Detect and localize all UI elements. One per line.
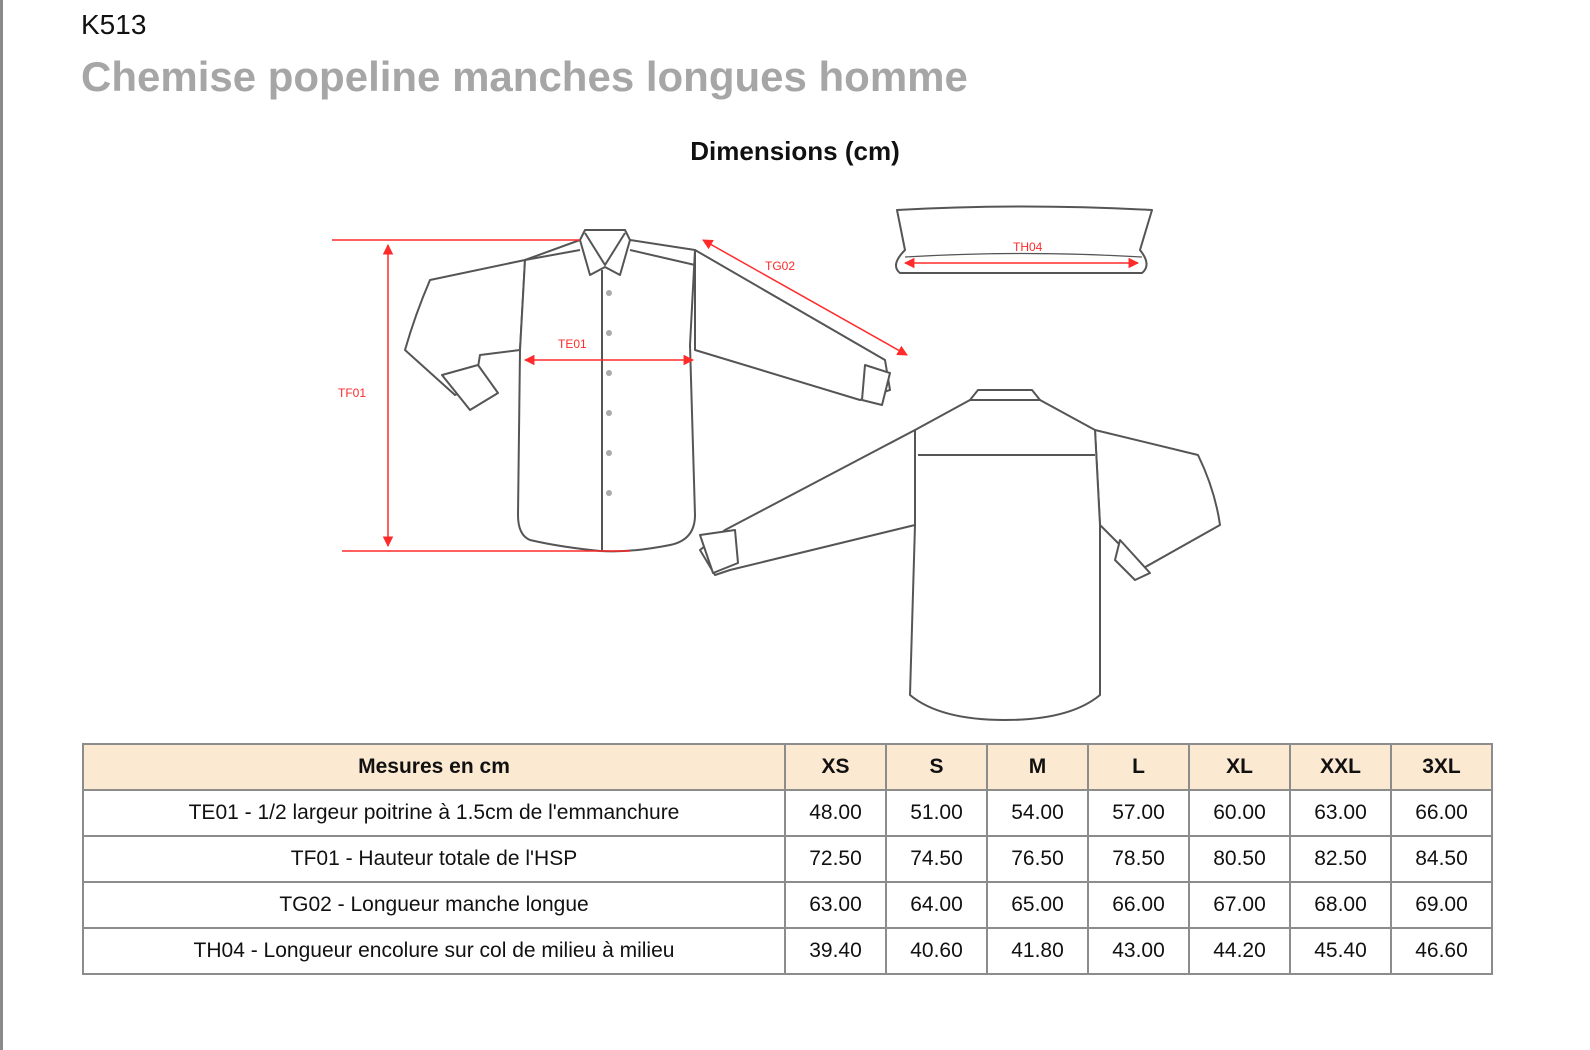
cell-value: 67.00: [1189, 882, 1290, 928]
cell-value: 40.60: [886, 928, 987, 974]
table-row: [83, 882, 1492, 928]
cell-value: 84.50: [1391, 836, 1492, 882]
cell-value: 82.50: [1290, 836, 1391, 882]
cell-value: 39.40: [785, 928, 886, 974]
size-chart-table: [82, 743, 1493, 975]
header-size: M: [987, 744, 1088, 790]
cell-value: 54.00: [987, 790, 1088, 836]
header-size: XXL: [1290, 744, 1391, 790]
cell-value: 65.00: [987, 882, 1088, 928]
cell-value: 66.00: [1391, 790, 1492, 836]
row-label: TE01 - 1/2 largeur poitrine à 1.5cm de l'emmanchure: [83, 790, 785, 836]
cell-value: 80.50: [1189, 836, 1290, 882]
back-shirt-drawing: [700, 390, 1220, 720]
cell-value: 44.20: [1189, 928, 1290, 974]
row-label: TF01 - Hauteur totale de l'HSP: [83, 836, 785, 882]
cell-value: 41.80: [987, 928, 1088, 974]
cell-value: 66.00: [1088, 882, 1189, 928]
product-title: Chemise popeline manches longues homme: [81, 53, 968, 100]
cell-value: 48.00: [785, 790, 886, 836]
table-header-row: [83, 744, 1492, 790]
table-row: [83, 790, 1492, 836]
cell-value: 76.50: [987, 836, 1088, 882]
tg02-label: TG02: [765, 259, 796, 273]
cell-value: 74.50: [886, 836, 987, 882]
cell-value: 78.50: [1088, 836, 1189, 882]
cell-value: 63.00: [1290, 790, 1391, 836]
cell-value: 68.00: [1290, 882, 1391, 928]
header-size: 3XL: [1391, 744, 1492, 790]
cell-value: 63.00: [785, 882, 886, 928]
dimensions-title: Dimensions (cm): [690, 136, 900, 166]
header-size: L: [1088, 744, 1189, 790]
shirt-measurement-diagram: [330, 195, 1240, 735]
cell-value: 46.60: [1391, 928, 1492, 974]
table-row: [83, 928, 1492, 974]
cell-value: 69.00: [1391, 882, 1492, 928]
row-label: TG02 - Longueur manche longue: [83, 882, 785, 928]
cell-value: 45.40: [1290, 928, 1391, 974]
tf01-label: TF01: [338, 386, 367, 400]
cell-value: 43.00: [1088, 928, 1189, 974]
header-measures: Mesures en cm: [83, 744, 785, 790]
te01-label: TE01: [558, 337, 587, 351]
cell-value: 72.50: [785, 836, 886, 882]
row-label: TH04 - Longueur encolure sur col de milieu à milieu: [83, 928, 785, 974]
header-size: S: [886, 744, 987, 790]
product-code: K513: [81, 9, 147, 40]
th04-label: TH04: [1013, 240, 1043, 254]
cell-value: 60.00: [1189, 790, 1290, 836]
cell-value: 64.00: [886, 882, 987, 928]
table-row: [83, 836, 1492, 882]
header-size: XL: [1189, 744, 1290, 790]
header-size: XS: [785, 744, 886, 790]
cell-value: 51.00: [886, 790, 987, 836]
cell-value: 57.00: [1088, 790, 1189, 836]
